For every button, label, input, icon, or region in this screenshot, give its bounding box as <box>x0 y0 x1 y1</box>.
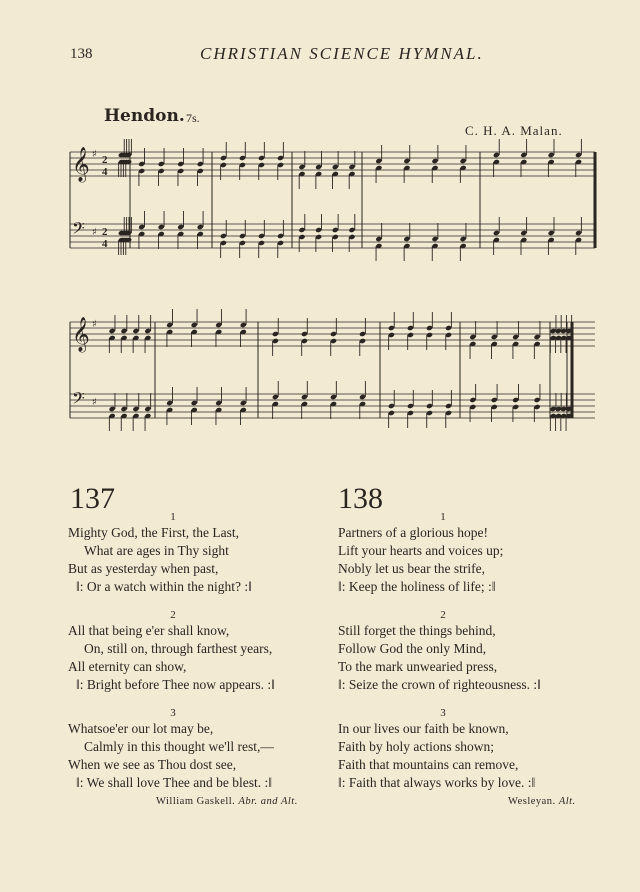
treble-clef: 𝄞 <box>72 317 90 352</box>
verse-line: Partners of a glorious hope! <box>338 525 488 540</box>
verse-line: On, still on, through farthest years, <box>84 641 273 656</box>
verse-line: ‖: Bright before Thee now appears. :‖ <box>76 677 275 692</box>
verse-line: All eternity can show, <box>68 659 187 674</box>
music-score <box>60 130 600 450</box>
bass-clef: 𝄢 <box>72 388 85 412</box>
verse-line: ‖: Keep the holiness of life; :‖ <box>338 579 496 594</box>
stanza <box>338 608 608 694</box>
verse-line: But as yesterday when past, <box>68 561 219 576</box>
stanza <box>68 706 338 792</box>
verse-line: Lift your hearts and voices up; <box>338 543 504 558</box>
verse-line: Faith by holy actions shown; <box>338 739 494 754</box>
verse-line: All that being e'er shall know, <box>68 623 230 638</box>
attribution-138 <box>508 796 576 807</box>
stanza-number: 1 <box>170 511 176 523</box>
verse-line: ‖: We shall love Thee and be blest. :‖ <box>76 775 273 790</box>
verse-line: ‖: Or a watch within the night? :‖ <box>76 579 252 594</box>
hymn-number: 138 <box>338 482 383 515</box>
stanza <box>338 510 608 596</box>
stanza <box>338 706 608 792</box>
attribution-note: Alt. <box>558 796 576 807</box>
verse-line: ‖: Faith that always works by love. :‖ <box>338 775 536 790</box>
author: William Gaskell. <box>156 796 236 807</box>
bass-clef: 𝄢 <box>72 218 85 242</box>
stanza <box>68 608 338 694</box>
key-sharp: ♯ <box>92 227 97 238</box>
tune-name: Hendon. <box>104 106 185 126</box>
hymn-137-text <box>68 510 338 804</box>
author: Wesleyan. <box>508 796 556 807</box>
verse-line: Follow God the only Mind, <box>338 641 487 656</box>
stanza <box>68 510 338 596</box>
composer: C. H. A. Malan. <box>465 123 563 138</box>
time-signature-bottom: 4 <box>102 238 108 250</box>
hymn-138-text <box>338 510 608 804</box>
verse-line: Mighty God, the First, the Last, <box>68 525 239 540</box>
verse-line: Faith that mountains can remove, <box>338 757 519 772</box>
stanza-number: 3 <box>170 707 176 719</box>
key-sharp: ♯ <box>92 397 97 408</box>
treble-clef: 𝄞 <box>72 147 90 182</box>
time-signature-bottom: 4 <box>102 166 108 178</box>
tune-meter: 7s. <box>186 111 200 125</box>
stanza-number: 3 <box>440 707 446 719</box>
verse-line: In our lives our faith be known, <box>338 721 509 736</box>
stanza-number: 2 <box>440 609 446 621</box>
verse-line: When we see as Thou dost see, <box>68 757 237 772</box>
stanza-number: 2 <box>170 609 176 621</box>
attribution-note: Abr. and Alt. <box>238 796 298 807</box>
key-sharp: ♯ <box>92 149 97 160</box>
stanza-number: 1 <box>440 511 446 523</box>
time-signature-top: 2 <box>102 226 108 238</box>
attribution-137 <box>156 796 298 807</box>
verse-line: To the mark unwearied press, <box>338 659 498 674</box>
key-sharp: ♯ <box>92 319 97 330</box>
verse-line: Calmly in this thought we'll rest,— <box>84 739 274 754</box>
verse-line: Nobly let us bear the strife, <box>338 561 485 576</box>
page-number: 138 <box>70 46 93 62</box>
verse-line: Still forget the things behind, <box>338 623 496 638</box>
hymn-number: 137 <box>70 482 115 515</box>
verse-line: Whatsoe'er our lot may be, <box>68 721 214 736</box>
time-signature-top: 2 <box>102 154 108 166</box>
running-head: CHRISTIAN SCIENCE HYMNAL. <box>200 44 484 63</box>
verse-line: ‖: Seize the crown of righteousness. :‖ <box>338 677 541 692</box>
verse-line: What are ages in Thy sight <box>84 543 229 558</box>
